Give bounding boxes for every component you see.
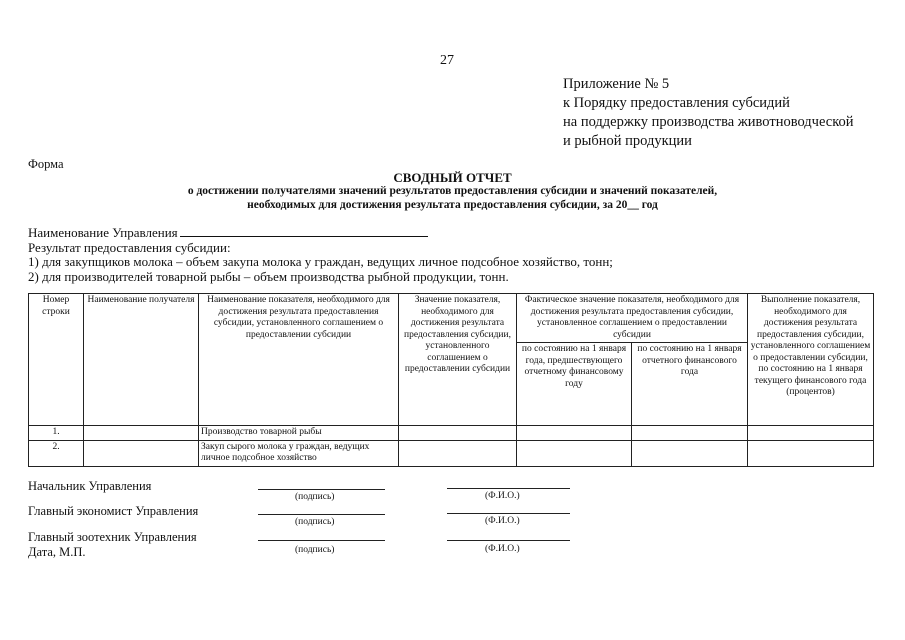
form-label: Форма — [28, 157, 64, 171]
name-line[interactable] — [447, 488, 570, 489]
name-caption: (Ф.И.О.) — [485, 491, 520, 501]
header-indicator: Наименование показателя, необходимого для достижения результата предоставления субсидии, установленного соглашением о предоставлении субсидии — [199, 294, 399, 426]
subtitle-line: о достижении получателями значений результатов предоставления субсидии и значений показателей, — [187, 185, 718, 197]
page-number: 27 — [440, 53, 454, 68]
signature-line[interactable] — [258, 489, 385, 490]
department-label: Наименование Управления — [28, 225, 178, 240]
signer-economist: Главный экономист Управления — [28, 504, 199, 518]
result-item: 1) для закупщиков молока – объем закупа молока у граждан, ведущих личное подсобное хозяйство, тонн; — [28, 254, 613, 269]
appendix-line: Приложение № 5 — [563, 76, 670, 92]
header-row-number: Номер строки — [29, 294, 84, 426]
date-stamp-label: Дата, М.П. — [28, 545, 86, 559]
row-number: 1. — [29, 426, 84, 441]
cell-required[interactable] — [399, 440, 517, 466]
cell-indicator: Закуп сырого молока у граждан, ведущих личное подсобное хозяйство — [199, 440, 399, 466]
header-fulfillment: Выполнение показателя, необходимого для достижения результата предоставления субсидии, установленного соглашением о предоставлении субсидии, по состоянию на 1 января текущего финансового года (процентов) — [748, 294, 874, 426]
table-row — [29, 440, 874, 466]
header-actual-prev: по состоянию на 1 января года, предшествующего отчетному финансовому году — [517, 343, 632, 426]
appendix-line: на поддержку производства животноводческой — [563, 114, 854, 130]
department-field[interactable] — [180, 226, 428, 237]
report-title: СВОДНЫЙ ОТЧЕТ — [393, 170, 512, 185]
signature-caption: (подпись) — [295, 517, 335, 527]
signature-caption: (подпись) — [295, 492, 335, 502]
subtitle-line: необходимых для достижения результата предоставления субсидии, за 20__ год — [247, 199, 658, 211]
result-label: Результат предоставления субсидии: — [28, 239, 231, 255]
name-line[interactable] — [447, 513, 570, 514]
cell-fulfillment[interactable] — [748, 426, 874, 441]
signer-zootech: Главный зоотехник Управления — [28, 530, 197, 544]
name-caption: (Ф.И.О.) — [485, 544, 520, 554]
header-actual-curr: по состоянию на 1 января отчетного финансового года — [632, 343, 748, 426]
header-recipient: Наименование получателя — [84, 294, 199, 426]
appendix-header — [563, 75, 854, 151]
cell-recipient[interactable] — [84, 440, 199, 466]
report-subtitle — [0, 184, 905, 212]
name-line[interactable] — [447, 540, 570, 541]
cell-curr[interactable] — [632, 440, 748, 466]
result-item: 2) для производителей товарной рыбы – объем производства рыбной продукции, тонн. — [28, 268, 509, 284]
cell-fulfillment[interactable] — [748, 440, 874, 466]
cell-prev[interactable] — [517, 440, 632, 466]
signer-head: Начальник Управления — [28, 479, 152, 493]
row-number: 2. — [29, 440, 84, 466]
header-actual-value: Фактическое значение показателя, необходимого для достижения результата предоставления субсидии, установленное соглашением о предоставлении субсидии — [517, 294, 748, 343]
signature-line[interactable] — [258, 514, 385, 515]
signature-caption: (подпись) — [295, 545, 335, 555]
table-row — [29, 426, 874, 441]
header-required-value: Значение показателя, необходимого для достижения результата предоставления субсидии, установленного соглашением о предоставлении субсидии — [399, 294, 517, 426]
report-info — [28, 226, 613, 284]
cell-curr[interactable] — [632, 426, 748, 441]
cell-prev[interactable] — [517, 426, 632, 441]
appendix-line: к Порядку предоставления субсидий — [563, 95, 790, 111]
appendix-line: и рыбной продукции — [563, 133, 692, 149]
cell-recipient[interactable] — [84, 426, 199, 441]
cell-required[interactable] — [399, 426, 517, 441]
cell-indicator: Производство товарной рыбы — [199, 426, 399, 441]
name-caption: (Ф.И.О.) — [485, 516, 520, 526]
signature-line[interactable] — [258, 540, 385, 541]
report-table — [28, 293, 874, 467]
